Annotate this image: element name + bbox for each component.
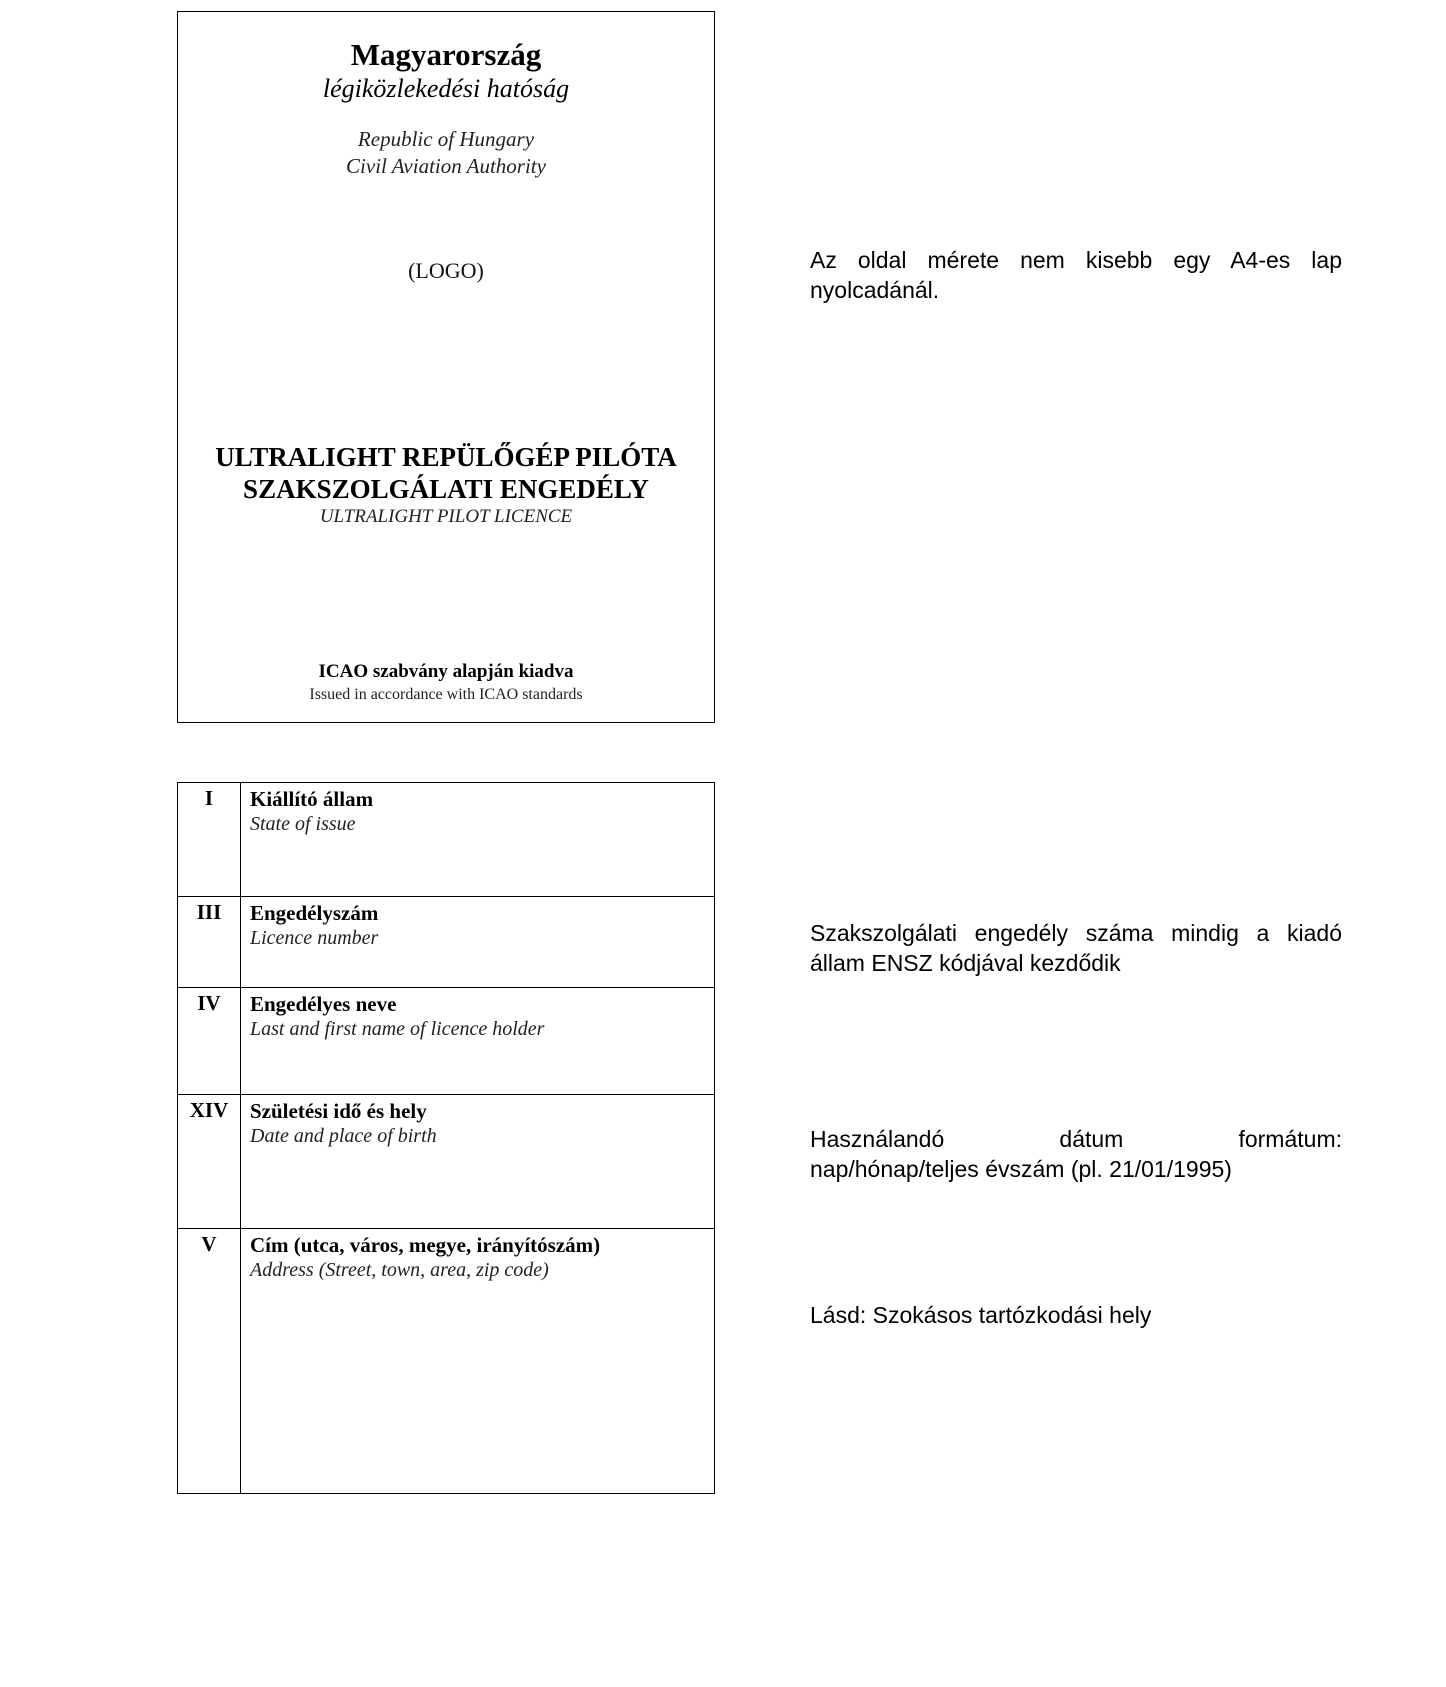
field-number: V [178,1229,241,1494]
field-row-state-of-issue [178,783,715,897]
field-label-hu: Kiállító állam [250,787,374,811]
authority-name-en-line2: Civil Aviation Authority [346,154,546,178]
field-label-en: Licence number [250,927,379,949]
field-label-cell [241,783,715,897]
licence-fields-table [177,782,715,1494]
field-label-en: State of issue [250,813,356,835]
icao-statement-hu: ICAO szabvány alapján kiadva [318,661,574,682]
field-label-cell [241,1095,715,1229]
field-row-address [178,1229,715,1494]
icao-statement-en: Issued in accordance with ICAO standards [309,686,583,703]
field-label-cell [241,897,715,988]
field-label-hu: Engedélyszám [250,901,379,925]
note-date-format-line2: nap/hónap/teljes évszám (pl. 21/01/1995) [810,1156,1232,1182]
note-licence-number: Szakszolgálati engedély száma mindig a kiadó állam ENSZ kódjával kezdődik [810,920,1342,976]
note-page-size: Az oldal mérete nem kisebb egy A4-es lap nyolcadánál. [810,247,1342,303]
licence-cover-page [177,11,715,723]
field-label-en: Date and place of birth [250,1125,437,1147]
licence-title-hu-line2: SZAKSZOLGÁLATI ENGEDÉLY [243,474,649,504]
field-number: III [178,897,241,988]
logo-placeholder: (LOGO) [408,258,484,283]
field-number: XIV [178,1095,241,1229]
note-address: Lásd: Szokásos tartózkodási hely [810,1302,1152,1328]
field-number: I [178,783,241,897]
country-name: Magyarország [350,37,542,72]
field-number: IV [178,988,241,1095]
authority-name-hu: légiközlekedési hatóság [322,74,570,103]
authority-name-en-line1: Republic of Hungary [357,127,535,151]
licence-title-en: ULTRALIGHT PILOT LICENCE [319,506,573,527]
field-label-cell [241,1229,715,1494]
field-label-en: Address (Street, town, area, zip code) [250,1259,549,1281]
field-label-hu: Születési idő és hely [250,1099,427,1123]
note-date-format [810,1124,1342,1184]
field-row-date-place-of-birth [178,1095,715,1229]
field-row-licence-number [178,897,715,988]
note-date-format-line1: Használandó dátum formátum: [810,1126,1342,1152]
field-label-hu: Cím (utca, város, megye, irányítószám) [250,1233,601,1257]
field-label-cell [241,988,715,1095]
field-label-en: Last and first name of licence holder [250,1018,545,1040]
licence-title-hu-line1: ULTRALIGHT REPÜLŐGÉP PILÓTA [215,442,677,472]
field-label-hu: Engedélyes neve [250,992,397,1016]
field-row-holder-name [178,988,715,1095]
